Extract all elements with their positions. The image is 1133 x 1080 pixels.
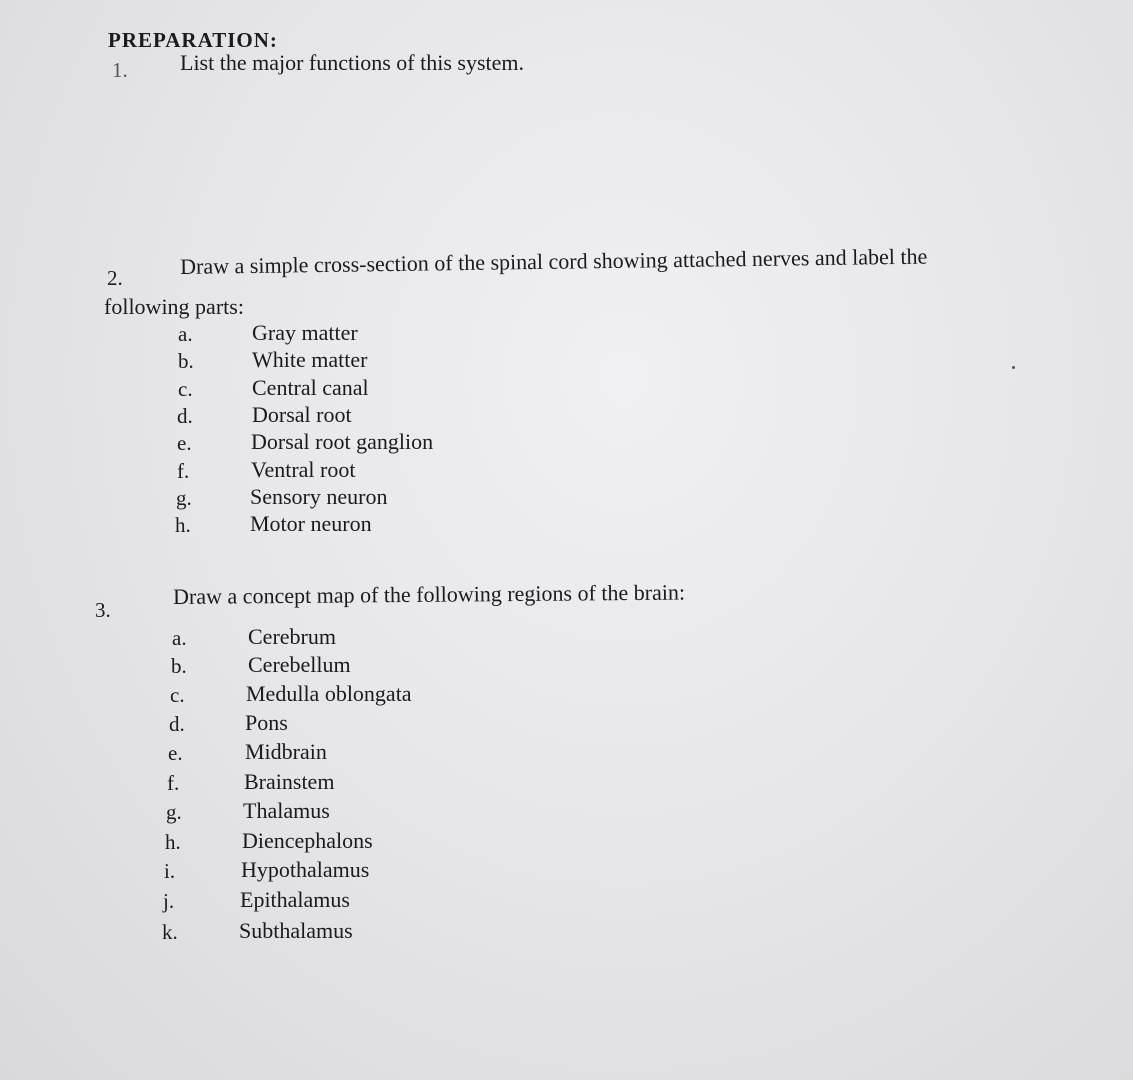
item-letter: j. bbox=[163, 889, 175, 913]
item-letter: g. bbox=[166, 800, 182, 824]
question-2-text: Draw a simple cross-section of the spinal cord showing attached nerves and label the bbox=[180, 243, 928, 279]
item-term: White matter bbox=[252, 347, 368, 372]
item-letter: k. bbox=[162, 920, 178, 944]
item-term: Hypothalamus bbox=[241, 857, 370, 882]
item-term: Medulla oblongata bbox=[246, 681, 412, 706]
item-term: Sensory neuron bbox=[250, 484, 388, 509]
item-letter: c. bbox=[178, 377, 193, 401]
item-term: Cerebrum bbox=[248, 624, 336, 649]
item-term: Thalamus bbox=[243, 798, 330, 823]
item-letter: h. bbox=[165, 830, 181, 854]
item-letter: a. bbox=[172, 626, 187, 650]
item-letter: c. bbox=[170, 683, 185, 707]
question-1-number: 1. bbox=[112, 58, 128, 82]
item-letter: b. bbox=[178, 349, 194, 373]
item-letter: d. bbox=[169, 712, 185, 736]
item-term: Subthalamus bbox=[239, 918, 353, 943]
item-term: Midbrain bbox=[245, 739, 327, 764]
item-letter: i. bbox=[164, 859, 176, 883]
item-term: Dorsal root bbox=[252, 402, 352, 427]
item-letter: g. bbox=[176, 486, 192, 510]
item-term: Central canal bbox=[252, 375, 369, 400]
item-letter: e. bbox=[177, 431, 192, 455]
question-2-number: 2. bbox=[107, 266, 123, 290]
item-term: Dorsal root ganglion bbox=[251, 429, 434, 454]
item-term: Epithalamus bbox=[240, 887, 350, 912]
item-letter: f. bbox=[177, 459, 190, 483]
item-letter: f. bbox=[167, 771, 180, 795]
item-term: Ventral root bbox=[251, 457, 356, 482]
item-term: Motor neuron bbox=[250, 511, 372, 536]
item-letter: a. bbox=[178, 322, 193, 346]
question-3-text: Draw a concept map of the following regions of the brain: bbox=[173, 579, 686, 609]
item-letter: d. bbox=[177, 404, 193, 428]
question-1-text: List the major functions of this system. bbox=[180, 50, 525, 75]
item-term: Brainstem bbox=[244, 769, 335, 794]
item-letter: b. bbox=[171, 654, 187, 678]
item-term: Gray matter bbox=[252, 320, 358, 345]
item-term: Pons bbox=[245, 710, 288, 735]
item-term: Cerebellum bbox=[248, 652, 351, 677]
question-3-number: 3. bbox=[95, 598, 111, 622]
item-term: Diencephalons bbox=[242, 828, 373, 853]
stray-mark bbox=[1012, 366, 1015, 369]
item-letter: h. bbox=[175, 513, 191, 537]
question-2-continuation: following parts: bbox=[104, 294, 244, 319]
item-letter: e. bbox=[168, 741, 183, 765]
section-heading: PREPARATION: bbox=[108, 28, 278, 52]
